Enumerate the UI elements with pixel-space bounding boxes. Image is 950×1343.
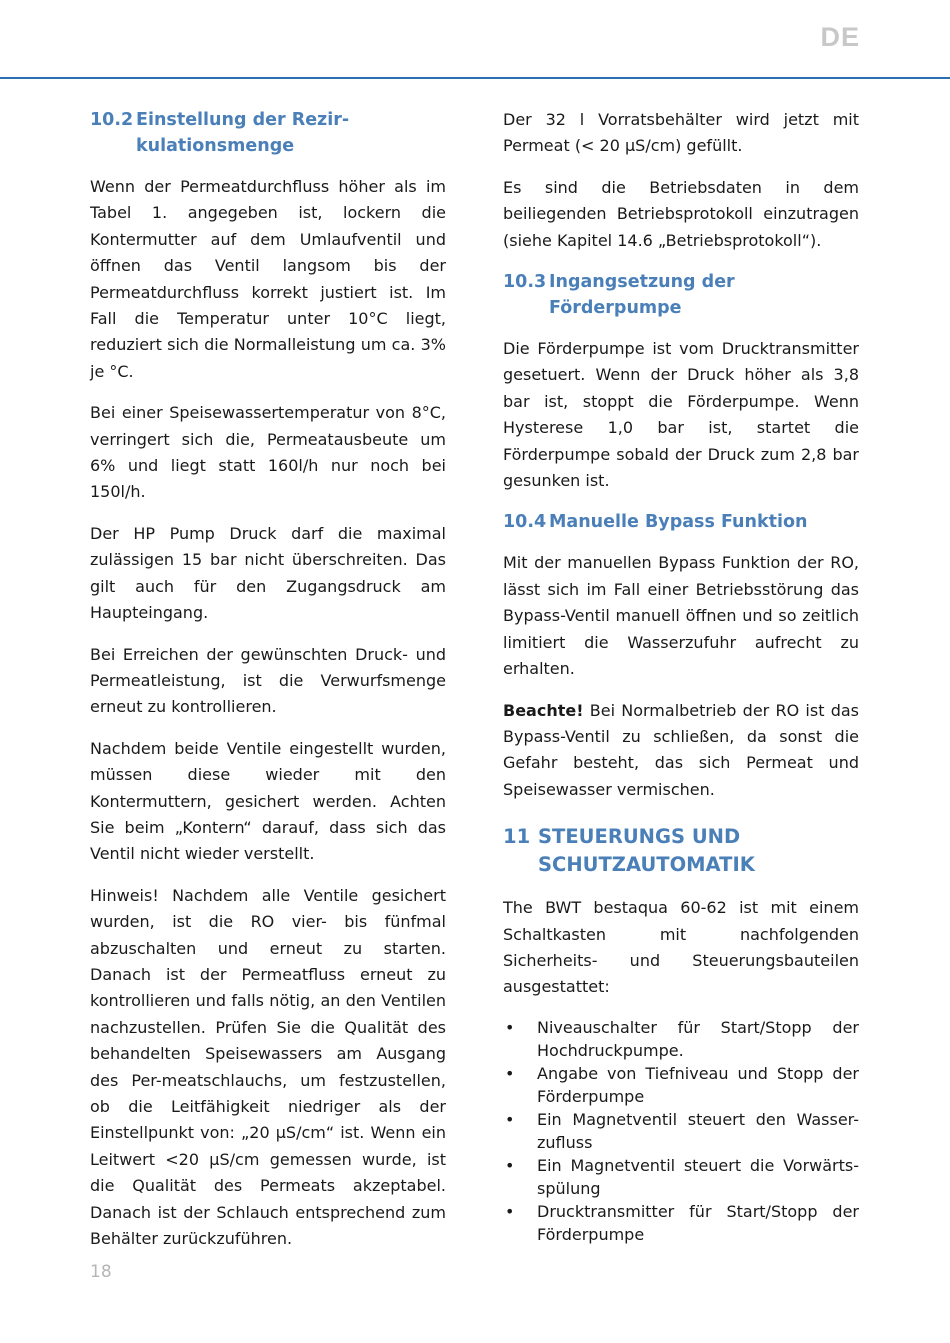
list-item [503,1016,859,1062]
left-column [90,107,446,1267]
section-title: Einstellung der Rezir-kulationsmenge [136,110,350,156]
section-title: Manuelle Bypass Funktion [549,512,808,533]
paragraph: Der 32 l Vorratsbehälter wird jetzt mit Permeat (< 20 µS/cm) gefüllt. [503,110,859,156]
section-number: 10.3 [503,272,547,293]
language-tag: DE [820,22,860,52]
paragraph: Wenn der Permeatdurchfluss höher als im Tabel 1. angegeben ist, lockern die Kontermutter auf dem Umlaufventil und öffnen das Ventil langsom bis der Permeatdurchfluss korrekt justiert ist. Im Fall die Temperatur unter 10°C liegt, reduziert sich die Normalleistung um ca. 3% je °C. [90,177,446,381]
section-number: 11 [503,825,531,849]
list-item [503,1154,859,1200]
list-item-text: Ein Magnetventil steuert den Wasser-zufluss [537,1109,859,1152]
list-item [503,1200,859,1246]
bullet-icon: • [505,1017,515,1037]
note-text: Bei Normalbetrieb der RO ist das Bypass-Ventil zu schließen, da sonst die Gefahr besteht, das sich Permeat und Speisewasser vermischen. [503,700,859,799]
section-heading-10-4 [503,509,859,535]
bullet-icon: • [505,1201,515,1221]
section-number: 10.4 [503,512,547,533]
section-title: Ingangsetzung der Förderpumpe [549,272,735,319]
paragraph: Bei einer Speisewassertemperatur von 8°C, verringert sich die, Permeatausbeute um 6% und liegt statt 160l/h nur noch bei 150l/h. [90,403,446,502]
note-paragraph [503,698,859,804]
paragraph: Der HP Pump Druck darf die maximal zulässigen 15 bar nicht überschreiten. Das gilt auch für den Zugangsdruck am Haupteingang. [90,523,446,623]
section-heading-10-2 [90,107,446,159]
section-title: STEUERUNGS UND SCHUTZAUTOMATIK [538,825,755,877]
list-item-text: Drucktransmitter für Start/Stopp der Förderpumpe [537,1201,859,1244]
page-number: 18 [90,1262,112,1282]
list-item-text: Niveauschalter für Start/Stopp der Hochdruckpumpe. [537,1017,859,1060]
note-label: Beachte! [503,700,584,720]
list-item [503,1062,859,1108]
paragraph: Bei Erreichen der gewünschten Druck- und Permeatleistung, ist die Verwurfsmenge erneut zu kontrollieren. [90,644,446,717]
list-item [503,1108,859,1154]
section-heading-10-3 [503,269,859,321]
component-list [503,1016,859,1246]
right-column [503,107,859,1246]
list-item-text: Ein Magnetventil steuert die Vorwärts-spülung [537,1155,859,1198]
paragraph: Es sind die Betriebsdaten in dem beiliegenden Betriebsprotokoll einzutragen (siehe Kapitel 14.6 „Betriebsprotokoll“). [503,177,859,250]
bullet-icon: • [505,1063,515,1083]
paragraph: Hinweis! Nachdem alle Ventile gesichert wurden, ist die RO vier- bis fünfmal abzuschalten und erneut zu starten. Danach ist der Permeatfluss erneut zu kontrollieren und falls nötig, an den Ventilen nachzustellen. Prüfen Sie die Qualität des behandelten Speisewassers am Ausgang des Per-meatschlauchs, um festzustellen, ob die Leitfähigkeit niedriger als der Einstellpunkt von: „20 µS/cm“ ist. Wenn ein Leitwert <20 µS/cm gemessen wurde, ist die Qualität des Permeats akzeptabel. Danach ist der Schlauch entsprechend zum Behälter zurückzuführen. [90,885,446,1249]
list-item-text: Angabe von Tiefniveau und Stopp der Förderpumpe [537,1063,859,1106]
paragraph: The BWT bestaqua 60-62 ist mit einem Schaltkasten mit nachfolgenden Sicherheits- und Steuerungsbauteilen ausgestattet: [503,898,859,997]
section-heading-11 [503,823,859,879]
paragraph: Die Förderpumpe ist vom Drucktransmitter gesetuert. Wenn der Druck höher als 3,8 bar ist, stoppt die Förderpumpe. Wenn Hysterese 1,0 bar ist, startet die Förderpumpe sobald der Druck zum 2,8 bar gesunken ist. [503,339,859,491]
bullet-icon: • [505,1155,515,1175]
paragraph: Nachdem beide Ventile eingestellt wurden, müssen diese wieder mit den Kontermuttern, gesichert werden. Achten Sie beim „Kontern“ darauf, dass sich das Ventil nicht wieder verstellt. [90,738,446,864]
header-rule [0,77,950,79]
section-number: 10.2 [90,110,134,130]
bullet-icon: • [505,1109,515,1129]
paragraph: Mit der manuellen Bypass Funktion der RO, lässt sich im Fall einer Betriebsstörung das Bypass-Ventil manuell öffnen und so zeitlich limitiert die Wasserzufuhr aufrecht zu erhalten. [503,553,859,679]
